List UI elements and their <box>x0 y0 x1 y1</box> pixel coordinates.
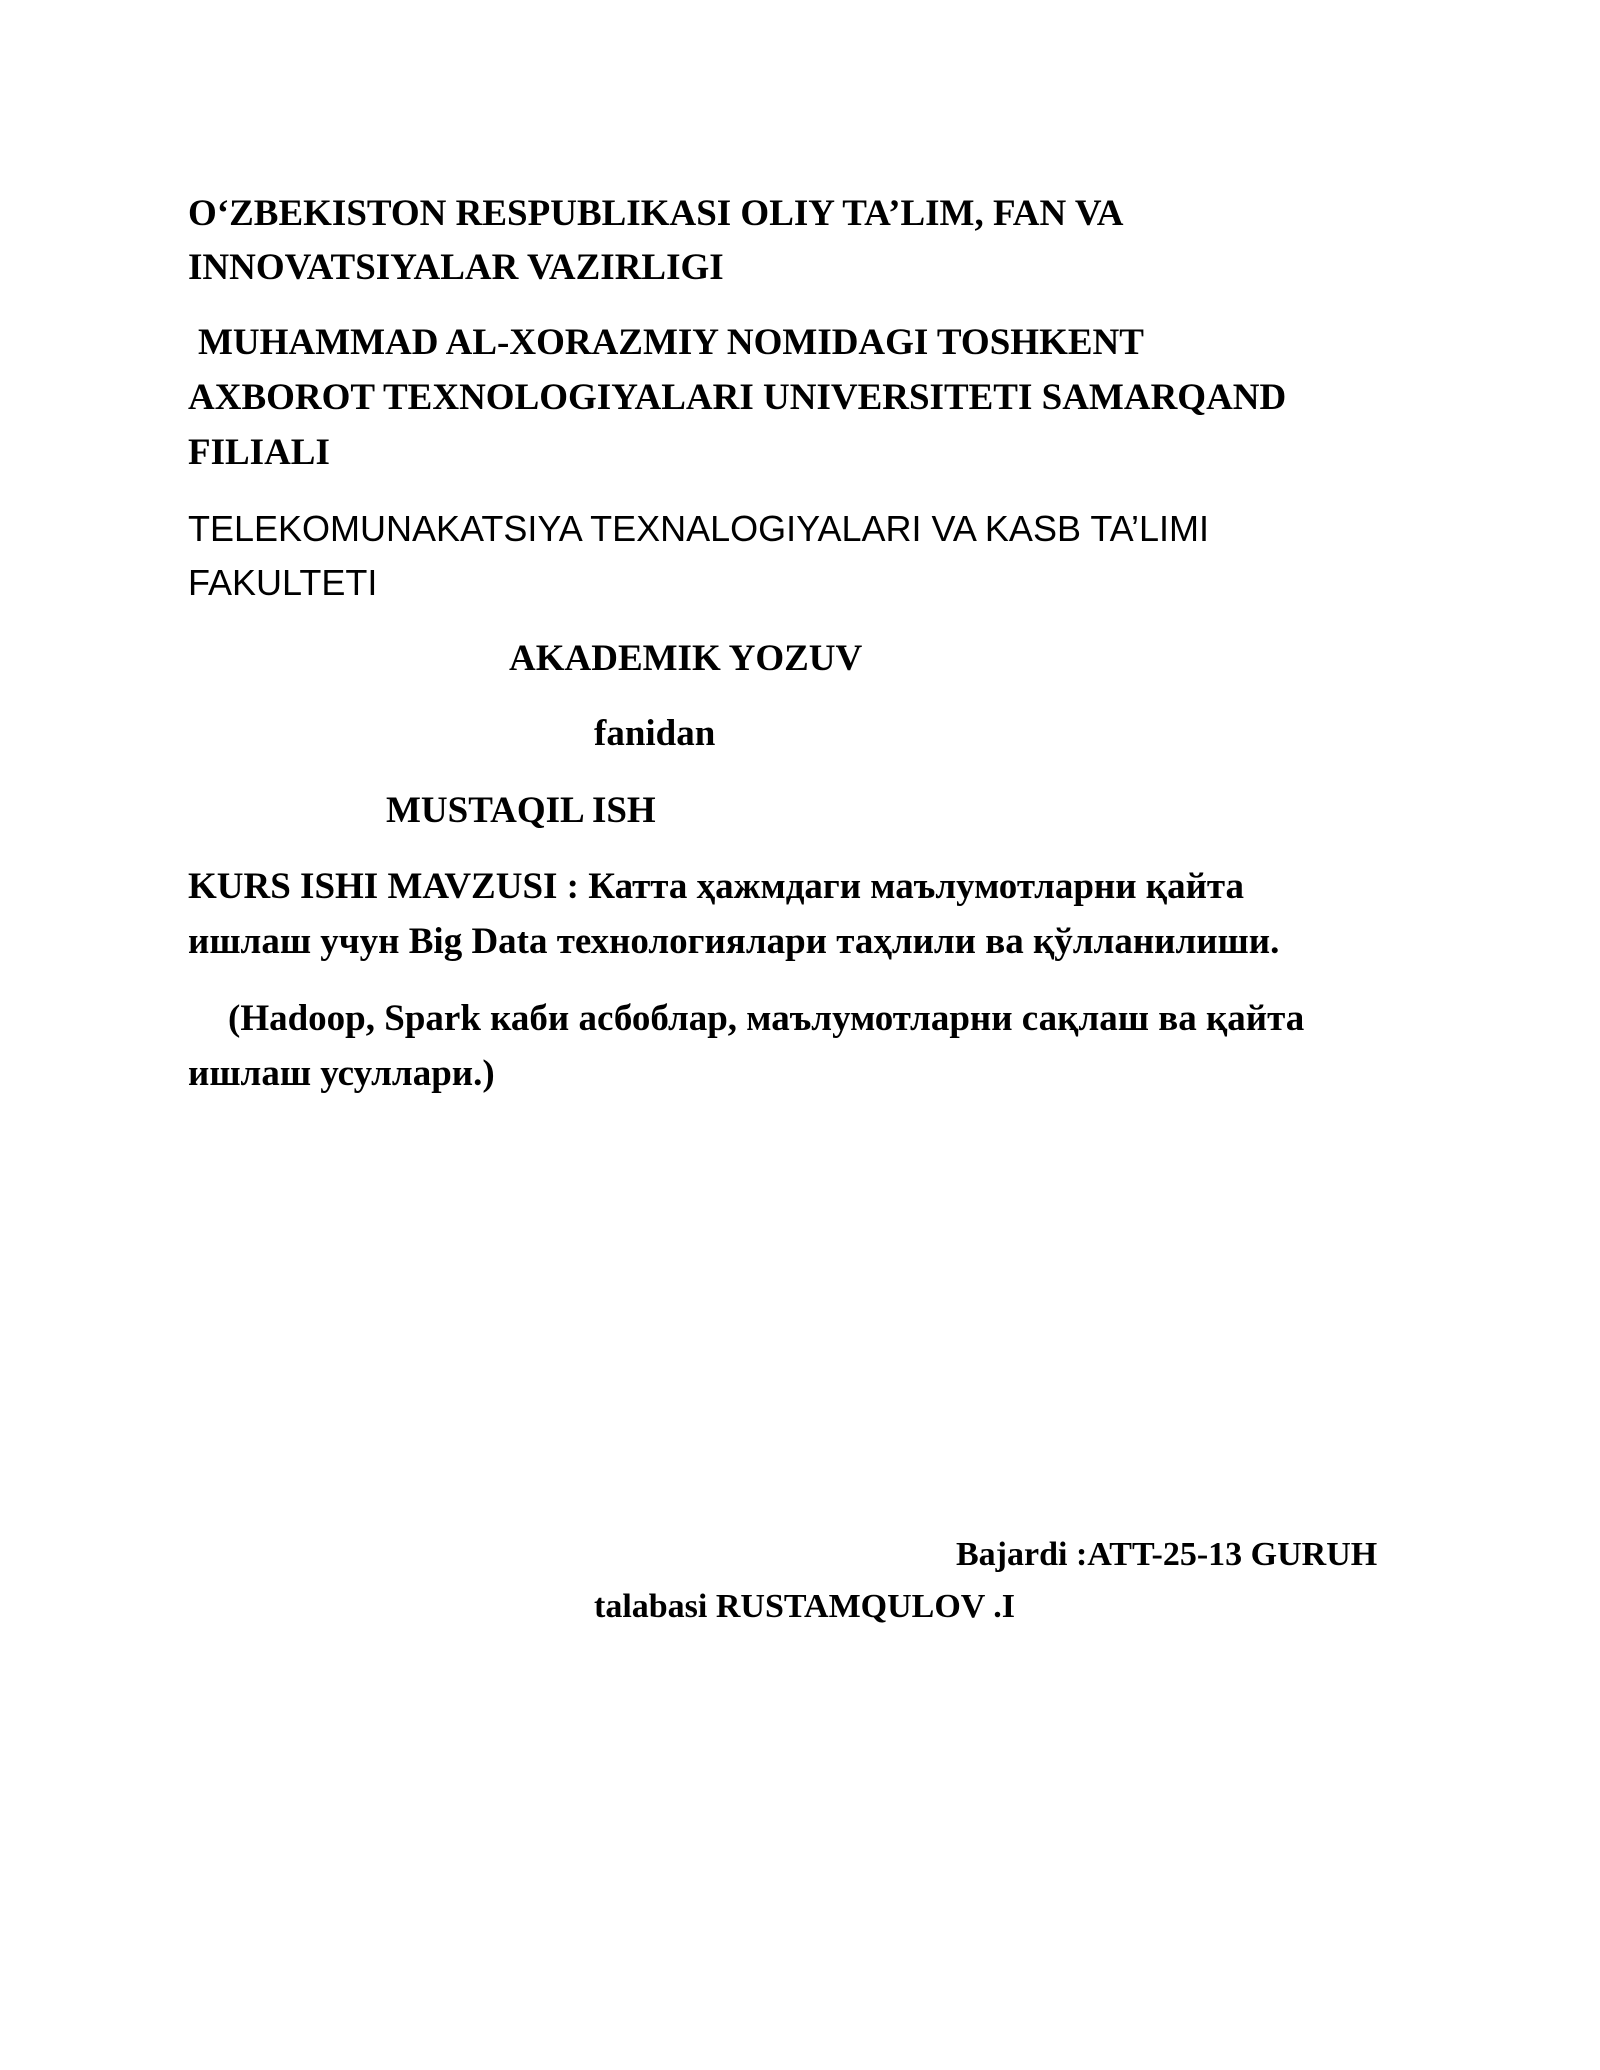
topic-line-3: (Hadoop, Spark каби асбоблар, маълумотларни сақлаш ва қайта <box>228 998 1305 1039</box>
university-line-3: FILIALI <box>188 432 330 473</box>
university-line-2: AXBOROT TEXNOLOGIYALARI UNIVERSITETI SAMARQAND <box>188 377 1287 418</box>
topic-line-1: KURS ISHI MAVZUSI : Катта ҳажмдаги маълумотларни қайта <box>188 866 1245 907</box>
faculty-line-1: TELEKOMUNAKATSIYA TEXNALOGIYALARI VA KASB TA’LIMI <box>188 508 1209 549</box>
author-line-2: talabasi RUSTAMQULOV .I <box>594 1588 1015 1625</box>
topic-line-2: ишлаш учун Big Data технологиялари таҳлили ва қўлланилиши. <box>188 921 1280 962</box>
ministry-line-1: O‘ZBEKISTON RESPUBLIKASI OLIY TA’LIM, FAN VA <box>188 193 1124 234</box>
work-type-title: MUSTAQIL ISH <box>386 790 656 831</box>
faculty-line-2: FAKULTETI <box>188 562 378 603</box>
ministry-line-2: INNOVATSIYALAR VAZIRLIGI <box>188 247 724 288</box>
topic-line-4: ишлаш усуллари.) <box>188 1053 495 1094</box>
university-line-1: MUHAMMAD AL-XORAZMIY NOMIDAGI TOSHKENT <box>198 322 1144 363</box>
author-line-1: Bajardi :ATT-25-13 GURUH <box>956 1536 1378 1573</box>
subject-suffix: fanidan <box>594 713 716 754</box>
subject-title: AKADEMIK YOZUV <box>509 638 863 679</box>
